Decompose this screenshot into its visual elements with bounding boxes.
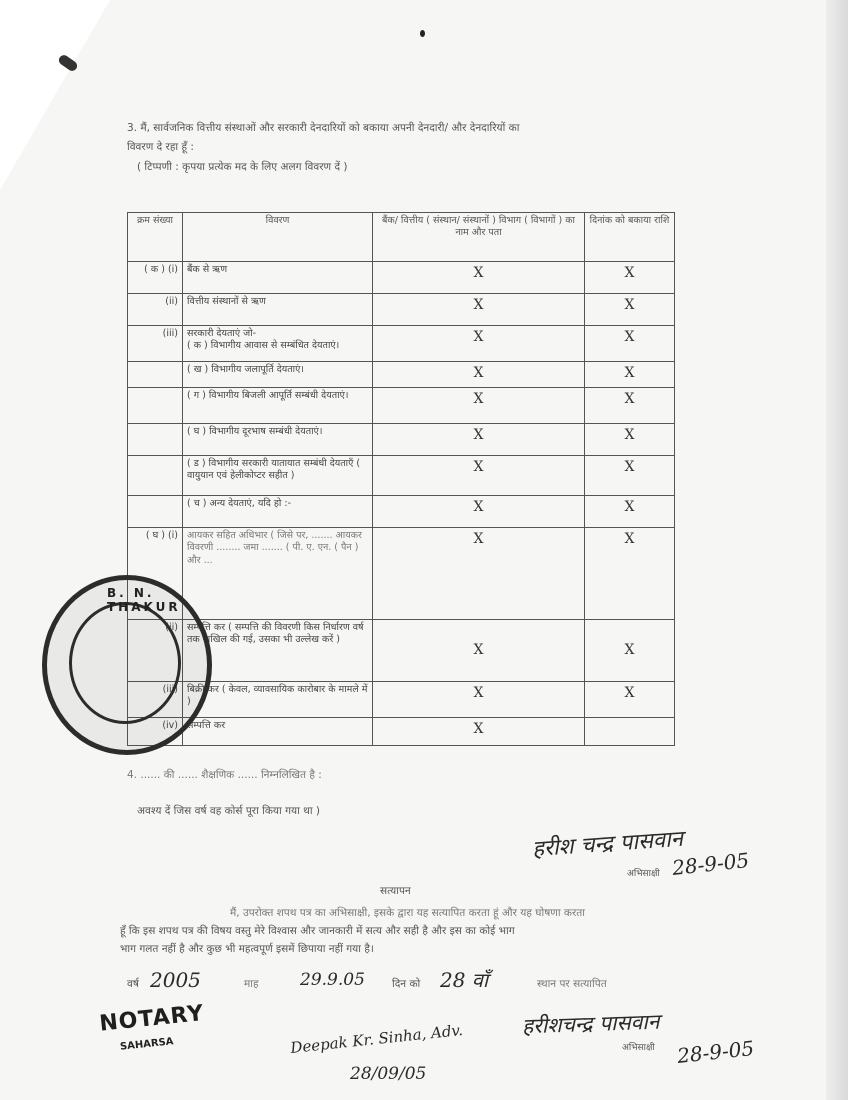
row-desc: सम्पत्ति कर: [183, 718, 373, 746]
header-note: ( टिप्पणी : कृपया प्रत्येक मद के लिए अलग विवरण दें ): [137, 161, 348, 173]
month-label: माह: [244, 978, 259, 990]
row-desc: सरकारी देयताएं जो- ( क ) विभागीय आवास से सम्बंधित देयताएं।: [183, 326, 373, 362]
seal-stamp: [42, 575, 212, 755]
row-amount-mark: X: [585, 528, 675, 620]
row-bank-mark: X: [373, 456, 585, 496]
verification-title: सत्यापन: [380, 885, 411, 897]
table-row: [128, 326, 675, 362]
row-bank-mark: X: [373, 718, 585, 746]
table-row: [128, 294, 675, 326]
row-desc: आयकर सहित अधिभार ( जिसे पर, ....... आयकर विवरणी ........ जमा ....... ( पी. ए. एन. ( पैन ) और ...: [183, 528, 373, 620]
verification-line-3: भाग गलत नहीं है और कुछ भी महत्वपूर्ण इसमें छिपाया नहीं गया है।: [120, 943, 374, 955]
footer-note-2: अवश्य दें जिस वर्ष वह कोर्स पूरा किया गया था ): [137, 805, 320, 817]
row-no: ( क ) (i): [128, 262, 183, 294]
notary-signature: Deepak Kr. Sinha, Adv.: [289, 1020, 464, 1058]
header-bank: बैंक/ वित्तीय ( संस्थान/ संस्थानों ) विभाग ( विभागों ) का नाम और पता: [373, 213, 585, 262]
table-row: [128, 424, 675, 456]
row-bank-mark: X: [373, 388, 585, 424]
row-no: (iv): [128, 718, 183, 746]
row-bank-mark: X: [373, 262, 585, 294]
row-no: [128, 362, 183, 388]
table-row: [128, 362, 675, 388]
year-label: वर्ष: [127, 978, 139, 990]
deponent-date-2: 28-9-05: [675, 1036, 756, 1068]
seal-text: B. N. THAKUR: [107, 586, 181, 614]
row-amount-mark: X: [585, 456, 675, 496]
row-amount-mark: X: [585, 262, 675, 294]
day-value: 28 वाँ: [440, 968, 489, 992]
day-label: दिन को: [392, 978, 421, 990]
row-amount-mark: X: [585, 294, 675, 326]
table-row: [128, 456, 675, 496]
header-serial: क्रम संख्या: [128, 213, 183, 262]
row-bank-mark: X: [373, 294, 585, 326]
row-amount-mark: X: [585, 362, 675, 388]
row-bank-mark: X: [373, 362, 585, 388]
deponent-date-1: 28-9-05: [670, 848, 751, 880]
header-line-2: विवरण दे रहा हूँ :: [127, 141, 194, 153]
row-desc: बिक्री कर ( केवल, व्यावसायिक कारोबार के मामले में ): [183, 682, 373, 718]
row-no: [128, 424, 183, 456]
table-row: [128, 262, 675, 294]
row-bank-mark: X: [373, 528, 585, 620]
row-amount-mark: X: [585, 682, 675, 718]
row-bank-mark: X: [373, 620, 585, 682]
row-no: (iii): [128, 326, 183, 362]
header-amount: दिनांक को बकाया राशि: [585, 213, 675, 262]
row-desc: बैंक से ऋण: [183, 262, 373, 294]
ink-speck: [420, 30, 425, 37]
row-no: [128, 388, 183, 424]
row-desc: ( ख ) विभागीय जलापूर्ति देयताएं।: [183, 362, 373, 388]
notary-stamp: [97, 988, 233, 1061]
row-desc: ( ग ) विभागीय बिजली आपूर्ति सम्बंधी देयताएं।: [183, 388, 373, 424]
seal-inner-ring: [69, 602, 181, 724]
row-desc: ( घ ) विभागीय दूरभाष सम्बंधी देयताएं।: [183, 424, 373, 456]
table-row: [128, 388, 675, 424]
place-label: स्थान पर सत्यापित: [537, 978, 607, 990]
row-desc: ( ड ) विभागीय सरकारी यातायात सम्बंधी देयताएँ ( वायुयान एवं हेलीकोप्टर सहीत ): [183, 456, 373, 496]
table-row: [128, 682, 675, 718]
row-no: [128, 496, 183, 528]
row-bank-mark: X: [373, 682, 585, 718]
notary-stamp-subtext: SAHARSA: [119, 1036, 175, 1053]
notary-stamp-text: NOTARY: [98, 1000, 206, 1037]
verification-line-1: मैं, उपरोक्त शपथ पत्र का अभिसाक्षी, इसके द्वारा यह सत्यापित करता हूं और यह घोषणा करता: [230, 907, 585, 919]
table-row: [128, 496, 675, 528]
table-row: [128, 718, 675, 746]
verification-line-2: हूँ कि इस शपथ पत्र की विषय वस्तु मेरे विश्वास और जानकारी में सत्य और सही है और इस का कोई भाग: [120, 925, 515, 937]
row-amount-mark: [585, 718, 675, 746]
row-no: (iii): [128, 682, 183, 718]
row-desc: वित्तीय संस्थानों से ऋण: [183, 294, 373, 326]
row-amount-mark: X: [585, 620, 675, 682]
row-desc: सम्पत्ति कर ( सम्पत्ति की विवरणी किस निर्धारण वर्ष तक दाखिल की गई, उसका भी उल्लेख करें ): [183, 620, 373, 682]
header-line-1: 3. मैं, सार्वजनिक वित्तीय संस्थाओं और सरकारी देनदारियों को बकाया अपनी देनदारी/ और देनदारियों का: [127, 122, 520, 134]
year-value: 2005: [150, 968, 201, 992]
torn-corner: [0, 0, 110, 190]
footer-note-1: 4. ...... की ...... शैक्षणिक ...... निम्नलिखित है :: [127, 769, 322, 781]
table-row: [128, 528, 675, 620]
row-amount-mark: X: [585, 326, 675, 362]
row-no: (ii): [128, 620, 183, 682]
row-desc: ( च ) अन्य देयताएं, यदि हो :-: [183, 496, 373, 528]
header-details: विवरण: [183, 213, 373, 262]
table-header-row: [128, 213, 675, 262]
month-value: 29.9.05: [300, 970, 365, 990]
row-bank-mark: X: [373, 326, 585, 362]
row-amount-mark: X: [585, 388, 675, 424]
deponent-label-1: अभिसाक्षी: [627, 869, 660, 879]
row-no: [128, 456, 183, 496]
row-bank-mark: X: [373, 496, 585, 528]
notary-sign-date: 28/09/05: [350, 1064, 427, 1084]
page-edge-shadow: [826, 0, 848, 1100]
row-amount-mark: X: [585, 496, 675, 528]
row-amount-mark: X: [585, 424, 675, 456]
row-no: ( घ ) (i): [128, 528, 183, 620]
row-no: (ii): [128, 294, 183, 326]
deponent-signature-2: हरीशचन्द्र पासवान: [521, 1009, 660, 1039]
deponent-signature-1: हरीश चन्द्र पासवान: [531, 826, 684, 863]
deponent-label-2: अभिसाक्षी: [622, 1043, 655, 1053]
row-bank-mark: X: [373, 424, 585, 456]
